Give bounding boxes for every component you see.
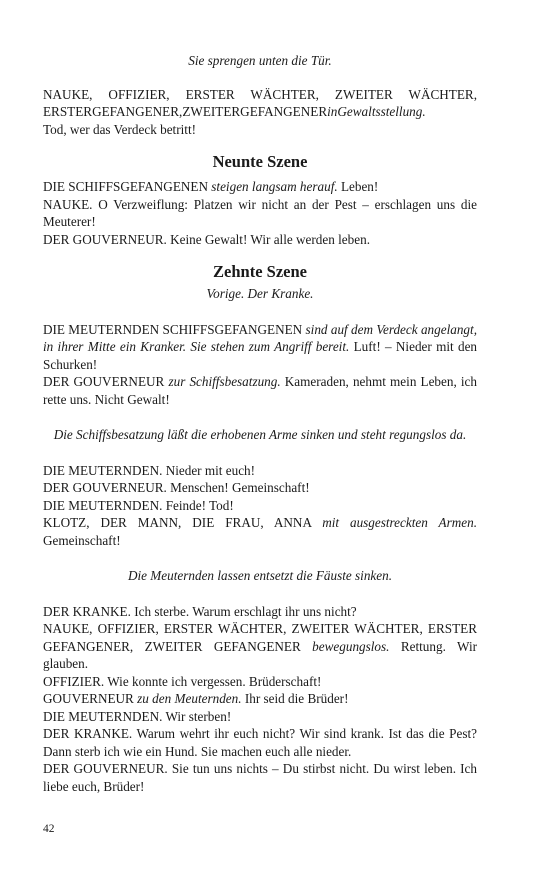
dialogue-line: DER GOUVERNEUR. Sie tun uns nichts – Du stirbst nicht. Du wirst leben. Ich liebe euch, Brüder! — [43, 761, 477, 794]
dialogue-line: OFFIZIER. Wie konnte ich vergessen. Brüderschaft! — [43, 673, 322, 689]
speech: Ihr seid die Brüder! — [244, 691, 349, 706]
dialogue-line: DER KRANKE. Warum wehrt ihr euch nicht? Wir sind krank. Ist das die Pest? Dann sterb ich wie ein Hund. Sie machen euch alle nieder. — [43, 726, 477, 759]
stage-direction: Die Meuternden lassen entsetzt die Fäuste sinken. — [127, 568, 393, 583]
speech: Gemeinschaft! — [43, 532, 121, 548]
dialogue-line: NAUKE. O Verzweiflung: Platzen wir nicht an der Pest – erschlagen uns die Meuterer! — [43, 196, 477, 229]
stage-direction: bewegungslos. — [312, 638, 390, 654]
stage-direction: Sie sprengen unten die Tür. — [188, 53, 332, 68]
scene-heading: Zehnte Szene — [213, 262, 307, 281]
dialogue-line: DIE MEUTERNDEN. Nieder mit euch! — [43, 462, 256, 478]
stage-direction: inGewaltsstellung. — [327, 104, 426, 119]
speech: Kameraden, nehmt mein Leben, ich rette uns. Nicht Gewalt! — [43, 374, 478, 407]
speech: Leben! — [340, 179, 379, 194]
dialogue-line — [43, 321, 477, 374]
speaker: DER GOUVERNEUR — [43, 374, 165, 389]
stage-direction: steigen langsam herauf. — [211, 179, 338, 194]
speaker: KLOTZ, DER MANN, DIE FRAU, ANNA — [43, 515, 312, 530]
book-page — [43, 52, 477, 795]
speaker: DIE SCHIFFSGEFANGENEN — [43, 179, 208, 194]
dialogue-line: Tod, wer das Verdeck betritt! — [43, 121, 196, 137]
speech: Rettung. Wir glauben. — [43, 638, 477, 671]
speaker: GOUVERNEUR — [43, 691, 134, 706]
dialogue-line — [43, 690, 477, 708]
speaker: NAUKE, OFFIZIER, ERSTER WÄCHTER, ZWEITER WÄCHTER, ERSTERGEFANGENER,ZWEITERGEFANGENER — [43, 86, 477, 119]
dialogue-line: DER KRANKE. Ich sterbe. Warum erschlagt ihr uns nicht? — [43, 603, 357, 619]
dialogue-line — [43, 178, 477, 196]
dialogue-line — [43, 86, 477, 121]
stage-direction: zur Schiffsbesatzung. — [168, 374, 281, 389]
dialogue-line — [43, 514, 477, 549]
dialogue-line — [43, 620, 477, 673]
scene-heading: Neunte Szene — [212, 152, 308, 171]
stage-direction: mit ausgestreckten Armen. — [322, 515, 478, 530]
stage-direction: sind auf dem Verdeck angelangt, in ihrer Mitte ein Kranker. Sie stehen zum Angriff bereit. — [43, 321, 477, 354]
stage-direction: Vorige. Der Kranke. — [206, 286, 314, 301]
page-number: 42 — [43, 823, 55, 835]
dialogue-line: DER GOUVERNEUR. Keine Gewalt! Wir alle werden leben. — [43, 231, 370, 247]
dialogue-line: DIE MEUTERNDEN. Wir sterben! — [43, 708, 232, 724]
stage-direction: zu den Meuternden. — [137, 691, 242, 706]
speech: Luft! – Nieder mit den Schurken! — [43, 339, 478, 372]
stage-direction: Die Schiffsbesatzung läßt die erhobenen Arme sinken und steht regungslos da. — [53, 427, 467, 442]
dialogue-line — [43, 373, 477, 408]
speaker: DIE MEUTERNDEN SCHIFFSGEFANGENEN — [43, 321, 303, 337]
dialogue-line: DER GOUVERNEUR. Menschen! Gemeinschaft! — [43, 480, 310, 495]
dialogue-line: DIE MEUTERNDEN. Feinde! Tod! — [43, 497, 234, 513]
speaker: NAUKE, OFFIZIER, ERSTER WÄCHTER, ZWEITER WÄCHTER, ERSTER GEFANGENER, ZWEITER GEFANGENER — [43, 621, 477, 654]
